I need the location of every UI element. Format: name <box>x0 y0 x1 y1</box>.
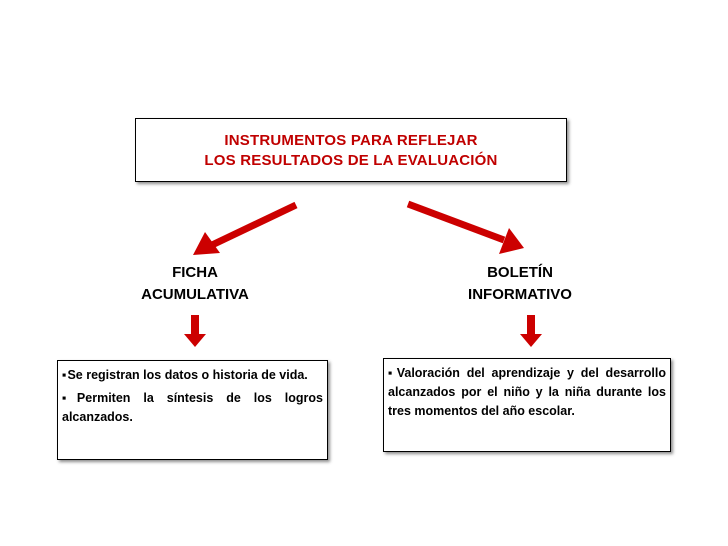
label-right-line-2: INFORMATIVO <box>468 286 572 303</box>
title-line-1: INSTRUMENTOS PARA REFLEJAR <box>224 132 478 149</box>
ficha-bullet: ▪ Se registran los datos o historia de vida. <box>62 366 323 385</box>
title-line-2: LOS RESULTADOS DE LA EVALUACIÓN <box>204 152 498 169</box>
ficha-description-box <box>57 360 328 460</box>
label-boletin-informativo <box>430 262 610 306</box>
label-left-line-2: ACUMULATIVA <box>141 286 249 303</box>
arrow-down-right <box>520 315 542 347</box>
ficha-bullet: ▪ Permiten la síntesis de los logros alcanzados. <box>62 389 323 427</box>
label-right-line-1: BOLETÍN <box>487 264 553 281</box>
boletin-description-box <box>383 358 671 452</box>
label-ficha-acumulativa <box>110 262 280 306</box>
arrow-down-left <box>184 315 206 347</box>
arrow-diagonal-left <box>193 205 296 255</box>
title-box <box>135 118 567 182</box>
label-left-line-1: FICHA <box>172 264 218 281</box>
arrow-diagonal-right <box>408 204 524 254</box>
boletin-bullet: ▪ Valoración del aprendizaje y del desarrollo alcanzados por el niño y la niña durante los tres momentos del año escolar. <box>388 364 666 421</box>
